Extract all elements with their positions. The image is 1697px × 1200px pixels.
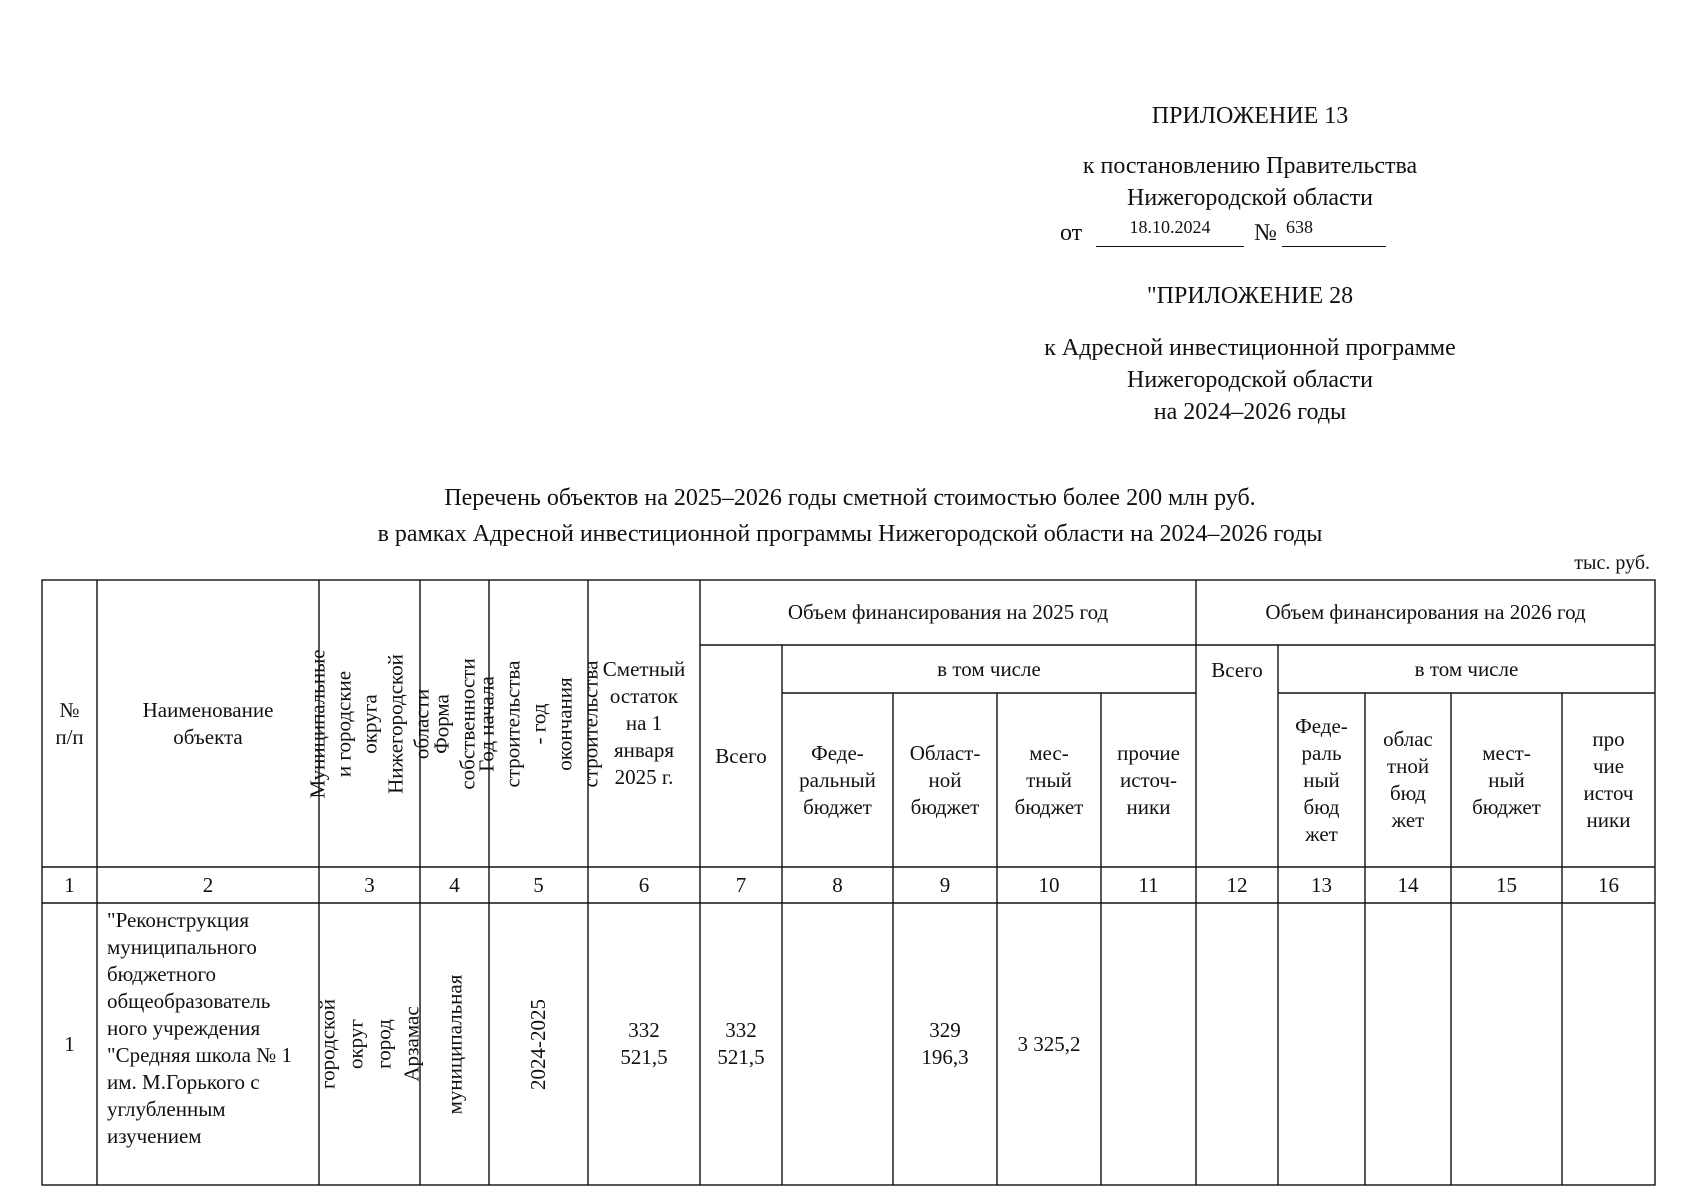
row-total-2026 xyxy=(1196,903,1278,1185)
row-balance: 332 521,5 xyxy=(620,1018,668,1069)
row-municipality: городской округ город Арзамас xyxy=(315,999,424,1089)
row-federal-2026 xyxy=(1278,903,1365,1185)
header-municipality: Муниципальные и городские округа Нижегородской области xyxy=(305,648,434,799)
date-number-line xyxy=(1060,216,1460,250)
col-number: 15 xyxy=(1496,872,1517,897)
row-other-2025 xyxy=(1101,903,1196,1185)
units-label: тыс. руб. xyxy=(1574,552,1650,574)
row-regional-2026 xyxy=(1365,903,1451,1185)
row-regional-2025: 329 196,3 xyxy=(921,1018,969,1069)
document-title xyxy=(200,480,1500,552)
number-value: 638 xyxy=(1282,216,1386,247)
row-object-name: "Реконструкция муниципального бюджетного общеобразователь ного учреждения "Средняя школа № 1 им. М.Горького с углубленным изучением xyxy=(107,908,292,1148)
header-federal-2025: Феде-ральный бюджет xyxy=(799,740,876,819)
date-prefix: от xyxy=(1060,220,1083,246)
header-name: Наименование объекта xyxy=(142,697,274,749)
col-number: 14 xyxy=(1397,872,1419,897)
header-balance: Сметный остаток на 1 января 2025 г. xyxy=(602,657,686,789)
header-including-2025: в том числе xyxy=(937,656,1041,681)
title-line-2: в рамках Адресной инвестиционной программы Нижегородской области на 2024–2026 годы xyxy=(377,521,1323,547)
appendix-title: ПРИЛОЖЕНИЕ 13 xyxy=(1151,103,1349,129)
col-number: 2 xyxy=(202,872,214,897)
header-num: № п/п xyxy=(55,697,84,749)
header-regional-2026: облас тной бюд жет xyxy=(1383,727,1433,832)
row-ownership: муниципальная xyxy=(442,974,467,1114)
header-years: Год начала строительства - год окончания строительства xyxy=(474,659,603,787)
decree-caption xyxy=(1010,150,1490,214)
header-including-2026: в том числе xyxy=(1414,656,1519,681)
header-other-2025: прочие источ-ники xyxy=(1117,740,1180,819)
row-federal-2025 xyxy=(782,903,893,1185)
row-local-2026 xyxy=(1451,903,1562,1185)
col-number: 13 xyxy=(1311,872,1332,897)
col-number: 11 xyxy=(1138,872,1159,897)
title-line-1: Перечень объектов на 2025–2026 годы сметной стоимостью более 200 млн руб. xyxy=(444,485,1256,511)
date-value: 18.10.2024 xyxy=(1096,216,1244,247)
decree-line-2: Нижегородской области xyxy=(1126,185,1374,211)
decree-line-1: к постановлению Правительства xyxy=(1082,153,1418,179)
header-local-2026: мест-ный бюджет xyxy=(1472,740,1541,819)
header-regional-2025: Област-ной бюджет xyxy=(909,740,981,819)
number-prefix: № xyxy=(1254,220,1277,246)
row-total-2025: 332 521,5 xyxy=(717,1018,765,1069)
col-number: 1 xyxy=(64,872,75,897)
header-total-2025: Всего xyxy=(715,743,767,768)
header-fin-2025: Объем финансирования на 2025 год xyxy=(787,600,1109,624)
row-local-2025: 3 325,2 xyxy=(1017,1031,1081,1056)
col-number: 10 xyxy=(1038,872,1060,897)
col-number: 5 xyxy=(533,872,544,897)
header-fin-2026: Объем финансирования на 2026 год xyxy=(1265,600,1586,624)
program-line-3: на 2024–2026 годы xyxy=(1153,399,1347,425)
program-caption xyxy=(960,332,1540,428)
col-number: 16 xyxy=(1598,872,1619,897)
header-ownership: Форма собственности xyxy=(429,657,480,790)
row-other-2026 xyxy=(1562,903,1655,1185)
row-years: 2024-2025 xyxy=(526,998,550,1090)
header-total-2026: Всего xyxy=(1211,657,1263,682)
col-number: 9 xyxy=(939,872,951,897)
col-number: 12 xyxy=(1226,872,1248,897)
program-line-2: Нижегородской области xyxy=(1126,367,1374,393)
row-num: 1 xyxy=(64,1031,75,1056)
header-other-2026: про чие источ ники xyxy=(1583,727,1634,832)
header-federal-2026: Феде-раль ный бюд жет xyxy=(1295,713,1348,846)
header-local-2025: мес-тный бюджет xyxy=(1014,740,1084,819)
col-number: 7 xyxy=(735,872,747,897)
col-number: 8 xyxy=(832,872,843,897)
col-number: 3 xyxy=(364,872,375,897)
appendix-28-title: "ПРИЛОЖЕНИЕ 28 xyxy=(1146,283,1354,309)
col-number: 6 xyxy=(638,872,650,897)
program-line-1: к Адресной инвестиционной программе xyxy=(1044,335,1456,361)
col-number: 4 xyxy=(449,872,460,897)
